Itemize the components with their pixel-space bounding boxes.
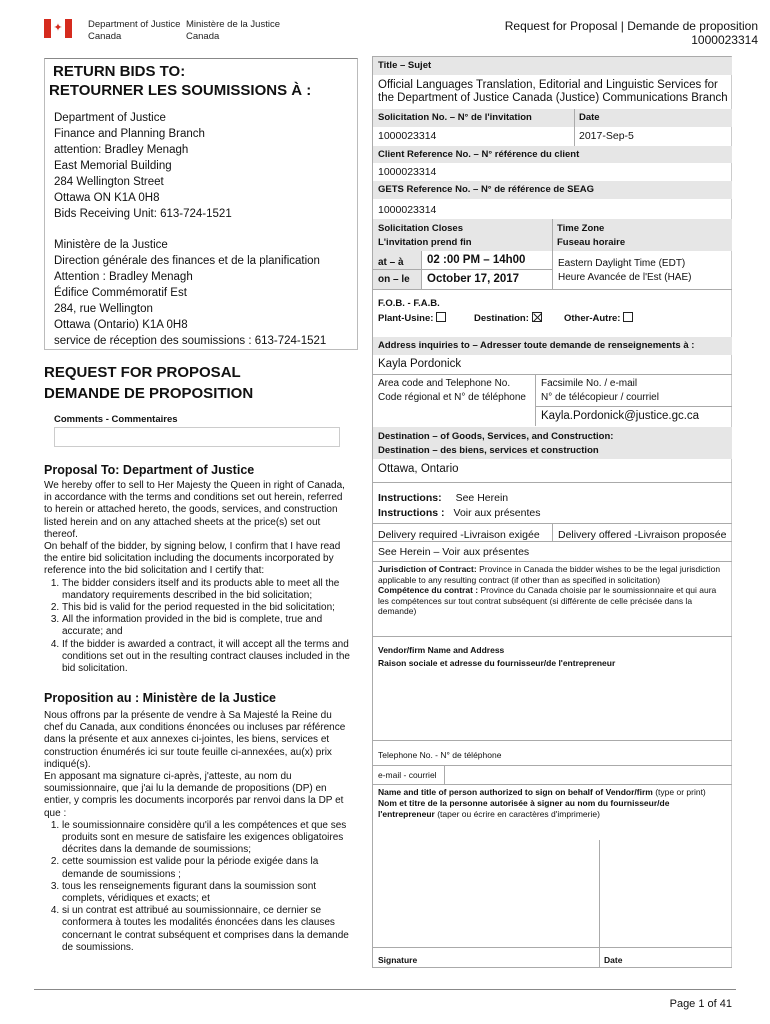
- proposal-en-text: We hereby offer to sell to Her Majesty the Queen in right of Canada, in accordance with the terms and conditions set out herein, referred to herein or attached hereto, the goods, services, and construction listed herein and on any attached sheets at the price(s) set out thereof. On behalf of the bidder, by signing below, I confirm that I have read the entire bid solicitation including the documents incorporated by reference into the bid solicitation and I certify that: 1. The bidder considers itself and its products able to meet all the mandatory requirements described in the bid solicitation; 2. This bid is valid for the period requested in the bid solicitation; 3. All the information provided in the bid is complete, true and accurate; and 4. If the bidder is awarded a contract, it will accept all the terms and conditions set out in the resulting contract clauses included in the bid solicitation.: [44, 480, 352, 675]
- delivery-offered-label: Delivery offered -Livraison proposée: [558, 529, 727, 541]
- other-checkbox[interactable]: [623, 312, 633, 322]
- solicitation-label: Solicitation No. – N° de l'invitation: [373, 109, 732, 127]
- return-bids-box: [44, 58, 358, 350]
- telephone-field[interactable]: [520, 742, 732, 764]
- destination-option: Destination:: [474, 313, 542, 324]
- telephone-label: Telephone No. - N° de téléphone: [378, 750, 502, 760]
- list-item: 1. le soumissionnaire considère qu'il a les compétences et que ses produits sont en mesure de satisfaire les exigences obligatoires décrites dans la demande de soumissions;: [62, 820, 352, 857]
- footer-divider: [34, 989, 736, 990]
- address-fr: Ministère de la Justice Direction générale des finances et de la planification Attention : Bradley Menagh Édifice Commémoratif Est 284, rue Wellington Ottawa (Ontario) K1A 0H8 service de réception des soumissions : 613-724-1521: [54, 239, 327, 347]
- instructions: Instructions: See Herein Instructions : Voir aux présentes: [378, 492, 541, 519]
- proposal-en-title: Proposal To: Department of Justice: [44, 463, 255, 477]
- list-item: 2. cette soumission est valide pour la période exigée dans la demande de soumissions ;: [62, 856, 352, 880]
- vendor-field[interactable]: [373, 668, 732, 740]
- plant-checkbox[interactable]: [436, 312, 446, 322]
- gets-value: 1000023314: [378, 204, 437, 216]
- closes-label: Solicitation Closes L'invitation prend fin: [373, 219, 732, 251]
- page-number: Page 1 of 41: [669, 998, 732, 1010]
- proposal-fr-title: Proposition au : Ministère de la Justice: [44, 691, 276, 705]
- at-on-labels: at – à on – le: [373, 251, 421, 289]
- list-item: 3. tous les renseignements figurant dans la soumission sont complets, véridiques et exacts; et: [62, 881, 352, 905]
- comments-label: Comments - Commentaires: [54, 414, 178, 425]
- vendor-label: Vendor/firm Name and Address Raison sociale et adresse du fournisseur/de l'entrepreneur: [378, 645, 616, 668]
- destination-value: Ottawa, Ontario: [378, 463, 459, 475]
- doc-header: [505, 19, 758, 47]
- client-ref-label: Client Reference No. – N° référence du client: [373, 146, 732, 163]
- plant-option: Plant-Usine:: [378, 313, 446, 324]
- destination-label: Destination – of Goods, Services, and Construction: Destination – des biens, services et construction: [373, 427, 732, 459]
- contact-name: Kayla Pordonick: [378, 358, 462, 370]
- list-item: 3. All the information provided in the bid is complete, true and accurate; and: [62, 614, 352, 638]
- title-label: Title – Sujet: [373, 57, 732, 75]
- email-field[interactable]: [444, 766, 732, 784]
- email-label: e-mail - courriel: [378, 770, 437, 780]
- timezone-value: Eastern Daylight Time (EDT) Heure Avancée de l'Est (HAE): [558, 258, 692, 283]
- dept-name-fr: Ministère de la Justice Canada: [186, 19, 280, 42]
- signature-label: Signature: [378, 955, 418, 965]
- fax-label: Facsimile No. / e-mail N° de télécopieur / courriel: [541, 378, 659, 403]
- return-bids-title: RETURN BIDS TO: RETOURNER LES SOUMISSIONS À :: [49, 63, 312, 99]
- timezone-label: Time Zone Fuseau horaire: [557, 223, 626, 248]
- contact-email[interactable]: Kayla.Pordonick@justice.gc.ca: [541, 410, 700, 422]
- delivery-value: See Herein – Voir aux présentes: [378, 546, 530, 558]
- list-item: 1. The bidder considers itself and its products able to meet all the mandatory requirements described in the bid solicitation;: [62, 578, 352, 602]
- date-value: 2017-Sep-5: [579, 130, 634, 142]
- other-option: Other-Autre:: [564, 313, 633, 324]
- close-date: October 17, 2017: [427, 273, 520, 285]
- title-value: Official Languages Translation, Editorial and Linguistic Services for the Department of Justice Canada (Justice) Communications Branch: [378, 79, 728, 104]
- dept-name-en: Department of Justice Canada: [88, 19, 181, 42]
- delivery-required-label: Delivery required -Livraison exigée: [378, 529, 540, 541]
- address-en: Department of Justice Finance and Planning Branch attention: Bradley Menagh East Memorial Building 284 Wellington Street Ottawa ON K1A 0H8 Bids Receiving Unit: 613-724-1521: [54, 112, 232, 220]
- rfp-title: REQUEST FOR PROPOSAL DEMANDE DE PROPOSITION: [44, 364, 254, 402]
- client-ref-value: 1000023314: [378, 166, 437, 178]
- name-title-field[interactable]: [373, 836, 732, 946]
- area-code-label: Area code and Telephone No. Code régional et N° de téléphone: [378, 378, 526, 403]
- fob-label: F.O.B. - F.A.B.: [378, 298, 440, 309]
- canada-flag-logo: ✦: [44, 19, 72, 38]
- list-item: 4. If the bidder is awarded a contract, it will accept all the terms and conditions set out in the resulting contract clauses included in the bid solicitation.: [62, 639, 352, 676]
- date-label: Date: [579, 112, 600, 123]
- signature-date-label: Date: [604, 955, 623, 965]
- name-title-label: Name and title of person authorized to sign on behalf of Vendor/firm (type or print) Nom et titre de la personne autorisée à signer au nom du fournisseur/de l'entrepreneur (taper ou écrire en caractères d'imprimerie): [378, 787, 706, 819]
- comments-field[interactable]: [54, 427, 340, 447]
- list-item: 2. This bid is valid for the period requested in the bid solicitation;: [62, 602, 352, 614]
- proposal-fr-text: Nous offrons par la présente de vendre à Sa Majesté la Reine du chef du Canada, aux conditions énoncées ou incluses par référence dans la présente et aux annexes ci-jointes, les biens, services et construction énumérés ici sur toute feuille ci-annexées, au(x) prix indiqué(s). En apposant ma signature ci-après, j'atteste, au nom du soumissionnaire, que j'ai lu la demande de propositions (DP) en entier, y compris les documents incorporés par renvoi dans la DP et que : 1. le soumissionnaire considère qu'il a les compétences et que ses produits sont en mesure de satisfaire les exigences obligatoires décrites dans la demande de soumissions; 2. cette soumission est valide pour la période exigée dans la demande de soumissions ; 3. tous les renseignements figurant dans la soumission sont complets, véridiques et exacts; et 4. si un contrat est attribué au soumissionnaire, ce dernier se conformera à toutes les modalités énoncées dans les clauses concernant le contrat subséquent et comprises dans la demande de soumissions.: [44, 710, 352, 954]
- doc-number: 1000023314: [691, 33, 758, 47]
- gets-label: GETS Reference No. – N° de référence de SEAG: [373, 181, 732, 199]
- destination-checkbox[interactable]: [532, 312, 542, 322]
- solicitation-value: 1000023314: [378, 130, 437, 142]
- doc-title: Request for Proposal | Demande de proposition: [504, 19, 758, 33]
- close-time: 02 :00 PM – 14h00: [427, 254, 526, 266]
- inquiries-label: Address inquiries to – Adresser toute demande de renseignements à :: [373, 337, 732, 355]
- jurisdiction-text: Jurisdiction of Contract: Province in Canada the bidder wishes to be the legal jurisdiction applicable to any resulting contract (if other than as specified in solicitation) Compétence du contrat : Province du Canada choisie par le soumissionnaire et qui aura les compétences sur tout contrat subséquent (si différente de celle précisée dans la demande): [378, 564, 721, 616]
- list-item: 4. si un contrat est attribué au soumissionnaire, ce dernier se conformera à toutes les modalités énoncées dans les clauses concernant le contrat subséquent et comprises dans la demande de soumissions.: [62, 905, 352, 954]
